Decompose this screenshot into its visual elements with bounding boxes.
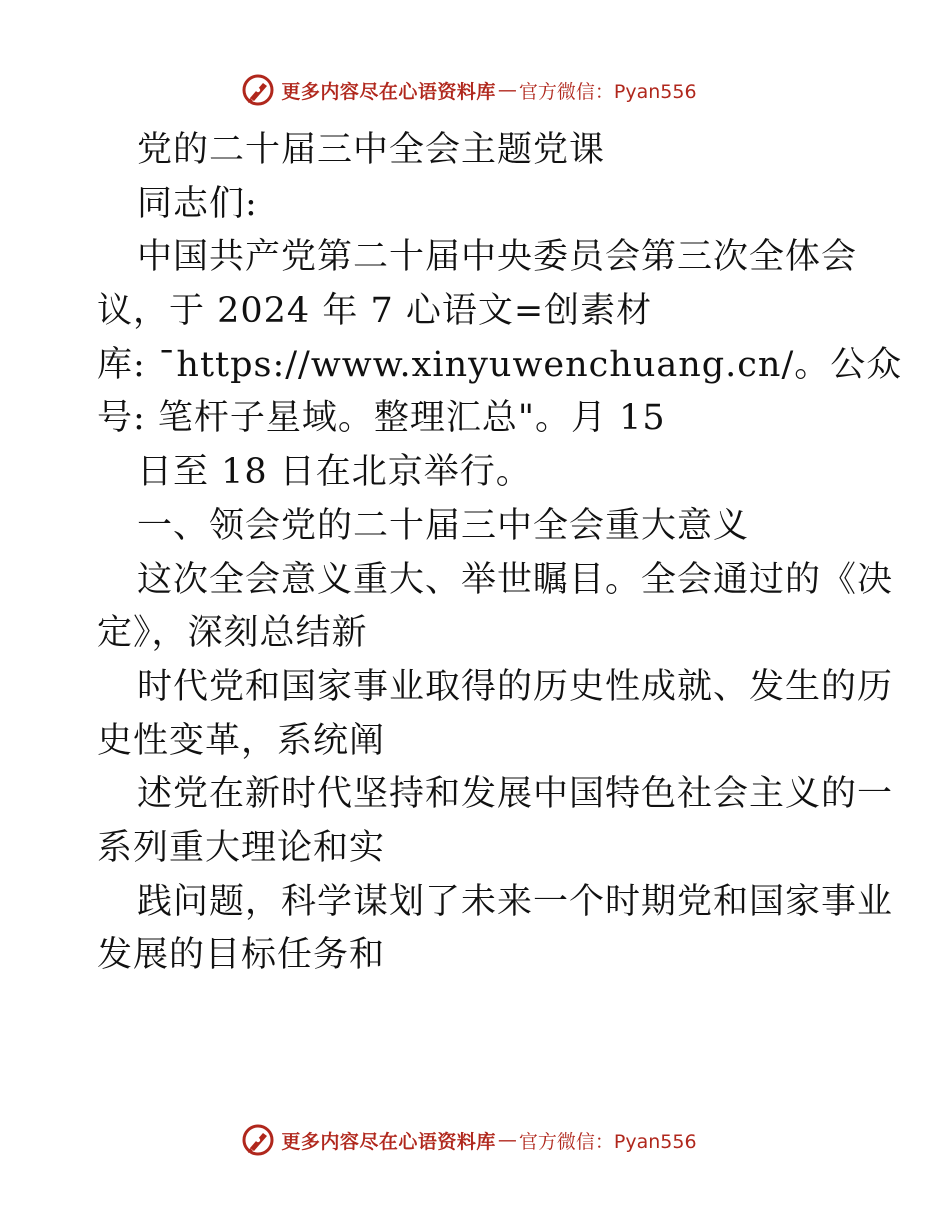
paragraph-line: 日至 18 日在北京举行。	[137, 452, 532, 493]
paragraph-line: 史性变革，系统阐	[97, 720, 386, 761]
banner-dash: —	[497, 1129, 517, 1151]
header-banner	[0, 70, 950, 110]
paragraph-line: 库: ¯https://www.xinyuwenchuang.cn/。公众	[97, 344, 903, 385]
paragraph-line: 这次全会意义重大、举世瞩目。全会通过的《决	[137, 559, 894, 600]
footer-banner	[0, 1120, 950, 1160]
banner-brand-text: 更多内容尽在心语资料库	[281, 1130, 496, 1153]
paragraph-line: 议，于 2024 年 7 心语文=创素材	[97, 291, 653, 332]
section-heading: 一、领会党的二十届三中全会重大意义	[137, 505, 750, 546]
paragraph-line: 时代党和国家事业取得的历史性成就、发生的历	[137, 666, 894, 707]
pen-logo-icon	[241, 73, 275, 107]
paragraph-line: 践问题，科学谋划了未来一个时期党和国家事业	[137, 881, 894, 922]
paragraph-line: 号: 笔杆子星域。整理汇总"。月 15	[97, 398, 666, 439]
banner-wechat-text: 官方微信：Pyan556	[518, 80, 697, 103]
paragraph-line: 述党在新时代坚持和发展中国特色社会主义的一	[137, 774, 894, 815]
document-title: 党的二十届三中全会主题党课	[137, 130, 606, 170]
banner-dash: —	[497, 79, 517, 101]
banner-wechat-text: 官方微信：Pyan556	[518, 1130, 697, 1153]
salutation: 同志们:	[137, 183, 258, 224]
paragraph-line: 定》，深刻总结新	[97, 613, 368, 654]
paragraph-line: 系列重大理论和实	[97, 827, 386, 868]
paragraph-line: 中国共产党第二十届中央委员会第三次全体会	[137, 237, 858, 278]
paragraph-line: 发展的目标任务和	[97, 935, 386, 976]
pen-logo-icon	[241, 1123, 275, 1157]
document-body	[97, 124, 903, 983]
banner-brand-text: 更多内容尽在心语资料库	[281, 80, 496, 103]
